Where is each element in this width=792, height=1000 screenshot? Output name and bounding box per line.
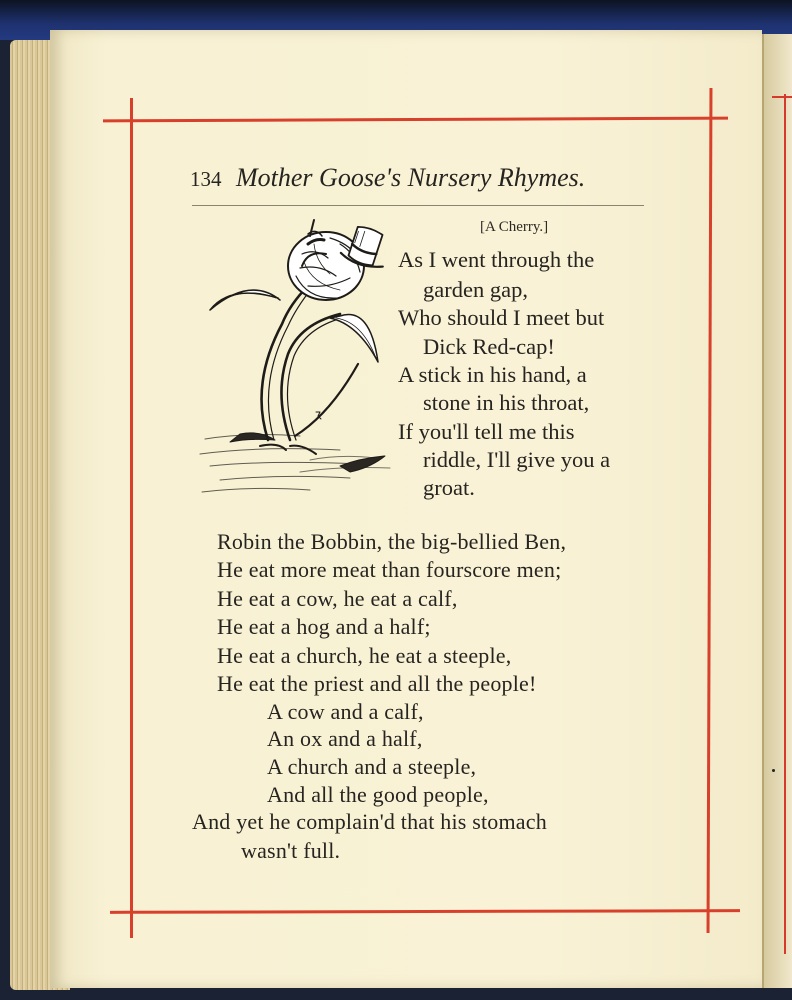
riddle-caption: [A Cherry.] xyxy=(480,219,549,235)
riddle-line: A stick in his hand, a xyxy=(398,362,587,387)
rhyme-line: He eat a cow, he eat a calf, xyxy=(217,586,458,611)
riddle-line: riddle, I'll give you a xyxy=(423,447,611,472)
riddle-line: Dick Red-cap! xyxy=(423,334,555,359)
riddle-line: Who should I meet but xyxy=(398,305,605,330)
riddle-line: If you'll tell me this xyxy=(398,419,575,444)
facing-page-border-top xyxy=(772,96,792,98)
cherry-with-top-hat-icon xyxy=(190,214,400,514)
riddle-line: stone in his throat, xyxy=(423,390,590,415)
header-rule xyxy=(192,205,644,206)
rhyme-line: He eat a hog and a half; xyxy=(217,614,431,639)
facing-page-mark xyxy=(772,769,775,772)
rhyme-line: And all the good people, xyxy=(267,782,489,807)
rhyme-line: And yet he complain'd that his stomach xyxy=(192,809,547,834)
riddle-line: groat. xyxy=(423,475,475,500)
rhyme-line: Robin the Bobbin, the big-bellied Ben, xyxy=(217,529,567,554)
rhyme-line: He eat the priest and all the people! xyxy=(217,671,537,696)
riddle-line: garden gap, xyxy=(423,277,528,302)
running-head xyxy=(190,163,650,197)
riddle-line: As I went through the xyxy=(398,247,595,272)
running-title: Mother Goose's Nursery Rhymes. xyxy=(236,163,586,192)
rhyme-line: He eat more meat than fourscore men; xyxy=(217,557,562,582)
border-rule-left xyxy=(130,98,133,938)
rhyme-line: He eat a church, he eat a steeple, xyxy=(217,643,512,668)
facing-page-border-left xyxy=(784,94,786,954)
rhyme-line: wasn't full. xyxy=(241,838,341,863)
facing-page-edge xyxy=(762,34,792,988)
rhyme-line: A church and a steeple, xyxy=(267,754,477,779)
page-number: 134 xyxy=(190,167,222,191)
rhyme-line: An ox and a half, xyxy=(267,726,423,751)
rhyme-line: A cow and a calf, xyxy=(267,699,424,724)
